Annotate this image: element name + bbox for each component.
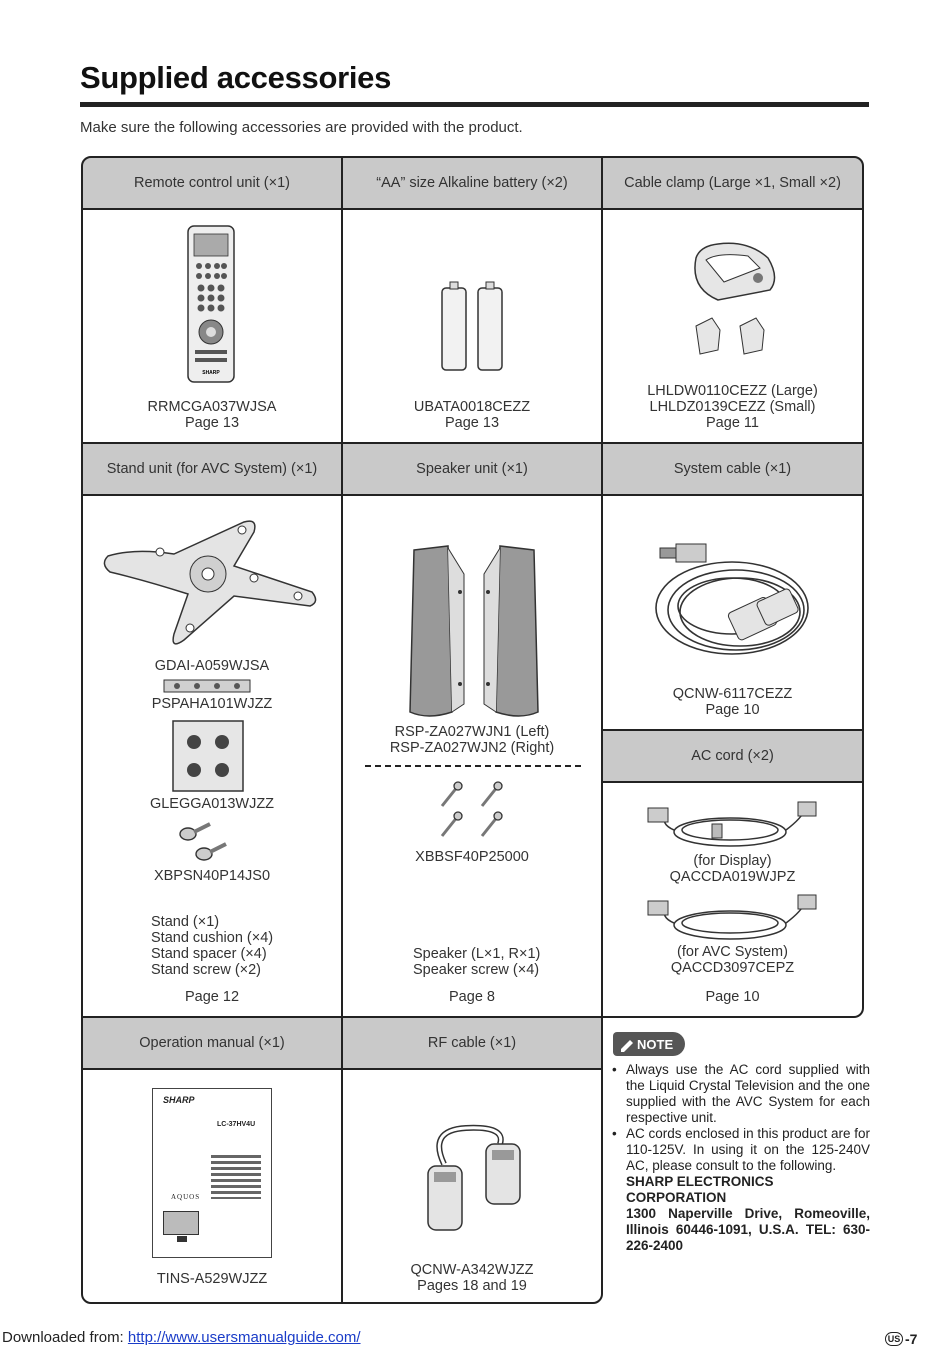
stand-part-2: PSPAHA101WJZZ: [151, 696, 273, 712]
svg-text:SHARP: SHARP: [202, 370, 220, 376]
clamp-header: Cable clamp (Large ×1, Small ×2): [601, 156, 864, 210]
ac-cord-avc-icon: [646, 893, 820, 945]
note-list: [612, 1062, 870, 1254]
battery-icon: [438, 280, 506, 372]
speaker-divider: [365, 765, 581, 767]
stand-cushion-icon: [172, 720, 244, 792]
system-cable-part: QCNW-6117CEZZ: [672, 686, 793, 702]
note-address: 1300 Naperville Drive, Romeoville, Illinois 60446-1091, U.S.A. TEL: 630-226-2400: [626, 1206, 870, 1253]
stand-item-2: Stand cushion (×4): [151, 930, 274, 946]
ac-cord-avc-label: (for AVC System): [677, 944, 788, 960]
ac-cord-display-part: QACCDA019WJPZ: [669, 869, 796, 885]
remote-control-icon: [186, 224, 236, 384]
title-rule: [80, 102, 869, 107]
remote-part: RRMCGA037WJSA: [147, 399, 277, 415]
battery-header: “AA” size Alkaline battery (×2): [341, 156, 603, 210]
speaker-item-1: Speaker (L×1, R×1): [413, 946, 541, 962]
page-number: [885, 1331, 917, 1346]
speaker-item-2: Speaker screw (×4): [413, 962, 540, 978]
speaker-screw-icon: [438, 780, 508, 840]
ac-cord-display-icon: [646, 800, 820, 852]
stand-item-3: Stand spacer (×4): [151, 946, 267, 962]
manual-header: Operation manual (×1): [81, 1016, 343, 1070]
note-bullet-2: • AC cords enclosed in this product are for 110-125V. In using it on the 125-240V AC, please consult to the following.: [612, 1126, 870, 1174]
system-cable-page: Page 10: [705, 702, 760, 718]
stand-item-4: Stand screw (×2): [151, 962, 262, 978]
footer-prefix: Downloaded from:: [2, 1329, 128, 1346]
operation-manual-icon: [152, 1088, 272, 1258]
note-bullet-1: • Always use the AC cord supplied with the Liquid Crystal Television and the one supplied with the AVC System for each respective unit.: [612, 1062, 870, 1126]
speaker-screw-part: XBBSF40P25000: [415, 849, 529, 865]
manual-brand: SHARP: [163, 1095, 195, 1105]
page-title: Supplied accessories: [80, 60, 392, 95]
speaker-header: Speaker unit (×1): [341, 442, 603, 496]
intro-text: Make sure the following accessories are provided with the product.: [80, 119, 523, 136]
manual-series: AQUOS: [171, 1193, 201, 1201]
clamp-part-large: LHLDW0110CEZZ (Large): [647, 383, 818, 399]
note-label: NOTE: [637, 1036, 674, 1052]
note-company: SHARP ELECTRONICS CORPORATION: [626, 1174, 774, 1205]
manual-text-lines: [211, 1155, 261, 1199]
download-footer: [2, 1329, 361, 1346]
remote-header: Remote control unit (×1): [81, 156, 343, 210]
rf-cable-icon: [414, 1110, 532, 1234]
stand-spacer-strip-icon: [163, 679, 251, 693]
rf-part: QCNW-A342WJZZ: [410, 1262, 534, 1278]
stand-page: Page 12: [184, 989, 240, 1005]
battery-page: Page 13: [444, 415, 500, 431]
stand-part-3: GLEGGA013WJZZ: [149, 796, 275, 812]
note-badge: [613, 1032, 685, 1056]
pencil-icon: [619, 1036, 635, 1052]
tv-icon: [163, 1211, 199, 1235]
stand-part-1: GDAI-A059WJSA: [154, 658, 270, 674]
speaker-page: Page 8: [449, 989, 495, 1005]
us-badge: US: [885, 1332, 903, 1346]
speaker-units-icon: [408, 544, 540, 720]
system-cable-header: System cable (×1): [601, 442, 864, 496]
stand-header: Stand unit (for AVC System) (×1): [81, 442, 343, 496]
cable-clamp-icon: [688, 238, 780, 362]
ac-cord-display-label: (for Display): [693, 853, 772, 869]
speaker-part-left: RSP-ZA027WJN1 (Left): [394, 724, 550, 740]
stand-screw-icon: [178, 820, 234, 864]
system-cable-icon: [652, 540, 816, 660]
remote-page: Page 13: [184, 415, 240, 431]
clamp-page: Page 11: [706, 415, 759, 431]
speaker-part-right: RSP-ZA027WJN2 (Right): [389, 740, 555, 756]
ac-cord-header: AC cord (×2): [601, 729, 864, 783]
stand-part-4: XBPSN40P14JS0: [153, 868, 271, 884]
rf-header: RF cable (×1): [341, 1016, 603, 1070]
ac-cord-avc-part: QACCD3097CEPZ: [670, 960, 795, 976]
clamp-part-small: LHLDZ0139CEZZ (Small): [649, 399, 816, 415]
manual-part: TINS-A529WJZZ: [156, 1271, 268, 1287]
stand-item-1: Stand (×1): [151, 914, 220, 930]
ac-cord-page: Page 10: [705, 989, 760, 1005]
rf-page: Pages 18 and 19: [417, 1278, 527, 1294]
tv-stand-icon: [177, 1236, 187, 1242]
footer-link[interactable]: http://www.usersmanualguide.com/: [127, 1329, 361, 1346]
battery-part: UBATA0018CEZZ: [413, 399, 531, 415]
manual-model: LC-37HV4U: [217, 1121, 256, 1128]
stand-base-icon: [104, 516, 318, 648]
page-number-value: -7: [905, 1331, 918, 1346]
